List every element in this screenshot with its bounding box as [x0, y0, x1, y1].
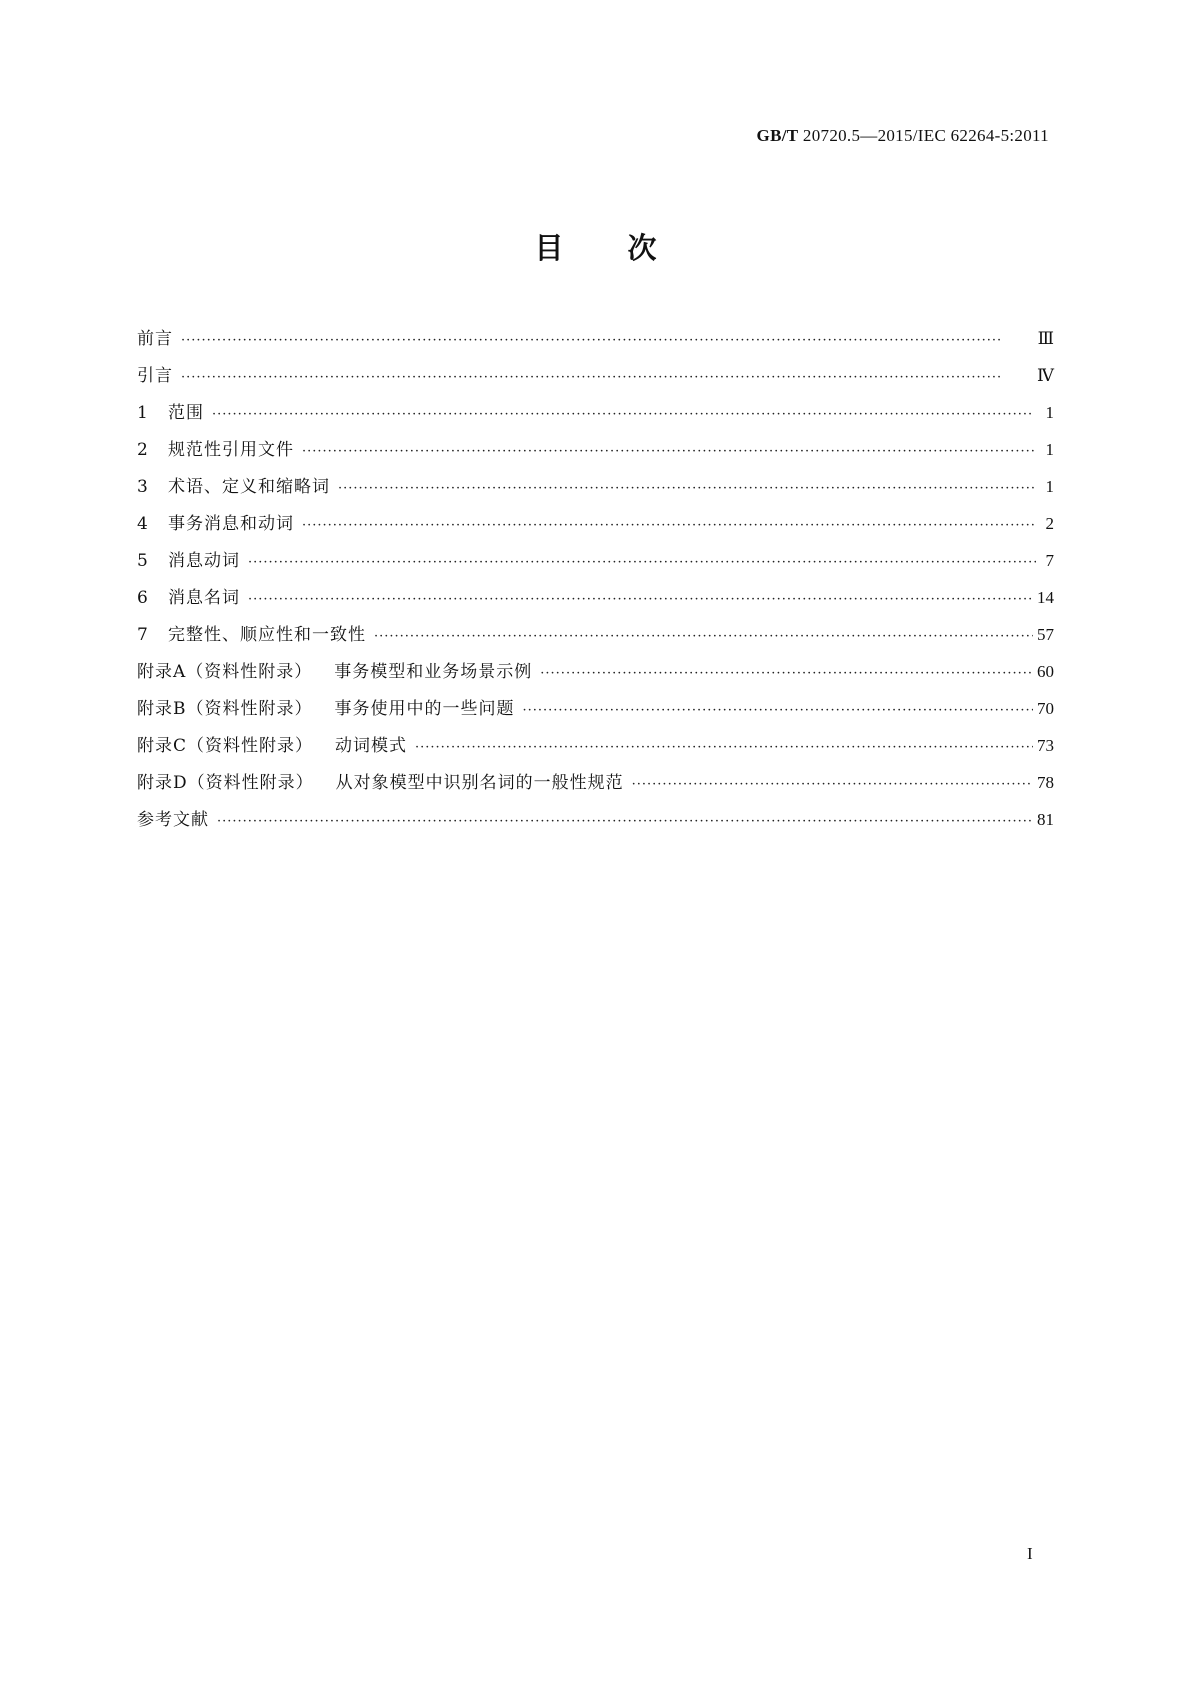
annex-label: 附录C（资料性附录）: [137, 736, 314, 756]
toc-dot-leader: [302, 444, 1036, 459]
toc-dot-leader: [212, 407, 1036, 422]
toc-entry-label: 完整性、顺应性和一致性: [168, 625, 366, 645]
toc-dot-leader: [248, 592, 1033, 607]
annex-label: 附录B（资料性附录）: [137, 699, 313, 719]
toc-section-number: 1: [137, 403, 148, 423]
toc-page-number: 57: [1037, 625, 1054, 644]
toc-entry-label: 参考文献: [137, 810, 209, 830]
toc-page-number: Ⅲ: [1037, 329, 1054, 348]
page-number: I: [1027, 1544, 1033, 1563]
standard-code-number: 20720.5—2015/IEC 62264-5:2011: [798, 126, 1049, 145]
toc-entry-label: 范围: [168, 403, 204, 423]
toc-entry-label: [137, 768, 624, 793]
toc-entry-scope[interactable]: [137, 398, 1054, 435]
toc-entry-bibliography[interactable]: [137, 805, 1054, 842]
toc-entry-annex-b[interactable]: [137, 694, 1054, 731]
toc-section-number: 5: [137, 551, 148, 571]
toc-page-number: 70: [1037, 699, 1054, 718]
toc-page-number: 1: [1045, 477, 1054, 496]
toc-dot-leader: [181, 333, 1034, 348]
toc-section-number: 3: [137, 477, 148, 497]
toc-page-number: 14: [1037, 588, 1054, 607]
toc-entry-message-nouns[interactable]: [137, 583, 1054, 620]
standard-code-header: [757, 126, 1049, 146]
toc-entry-completeness[interactable]: [137, 620, 1054, 657]
toc-dot-leader: [374, 629, 1033, 644]
toc-entry-message-verbs[interactable]: [137, 546, 1054, 583]
toc-entry-label: [137, 694, 515, 719]
toc-dot-leader: [302, 518, 1036, 533]
toc-page-number: 73: [1037, 736, 1054, 755]
toc-dot-leader: [181, 370, 1033, 385]
toc-page-number: 60: [1037, 662, 1054, 681]
toc-entry-label: 术语、定义和缩略词: [168, 477, 330, 497]
toc-entry-label: 事务消息和动词: [168, 514, 294, 534]
toc-page-number: 81: [1037, 810, 1054, 829]
annex-title: 从对象模型中识别名词的一般性规范: [335, 773, 624, 793]
annex-title: 事务模型和业务场景示例: [334, 662, 533, 682]
toc-section-number: 4: [137, 514, 148, 534]
annex-title: 事务使用中的一些问题: [334, 699, 515, 719]
toc-page-number: 2: [1045, 514, 1054, 533]
toc-entry-label: 消息动词: [168, 551, 240, 571]
toc-entry-annex-c[interactable]: [137, 731, 1054, 768]
annex-label: 附录D（资料性附录）: [137, 773, 314, 793]
toc-entry-label: [137, 731, 407, 756]
toc-dot-leader: [540, 666, 1033, 681]
toc-section-number: 2: [137, 440, 148, 460]
toc-entry-transaction-messages[interactable]: [137, 509, 1054, 546]
toc-section-number: 7: [137, 625, 148, 645]
toc-dot-leader: [338, 481, 1036, 496]
toc-section-number: 6: [137, 588, 148, 608]
toc-page-number: 7: [1045, 551, 1054, 570]
toc-list: [137, 324, 1054, 842]
toc-page-number: Ⅳ: [1037, 366, 1054, 385]
toc-entry-label: 消息名词: [168, 588, 240, 608]
toc-entry-annex-a[interactable]: [137, 657, 1054, 694]
toc-dot-leader: [523, 703, 1034, 718]
toc-entry-terms-definitions[interactable]: [137, 472, 1054, 509]
annex-label: 附录A（资料性附录）: [137, 662, 313, 682]
toc-page-number: 78: [1037, 773, 1054, 792]
toc-entry-introduction[interactable]: [137, 361, 1054, 398]
toc-entry-annex-d[interactable]: [137, 768, 1054, 805]
toc-dot-leader: [632, 777, 1033, 792]
toc-entry-label: 前言: [137, 329, 173, 349]
toc-dot-leader: [248, 555, 1036, 570]
toc-page-number: 1: [1045, 403, 1054, 422]
toc-entry-label: 引言: [137, 366, 173, 386]
toc-entry-label: [137, 657, 532, 682]
standard-code-prefix: GB/T: [756, 126, 799, 145]
toc-page-number: 1: [1045, 440, 1054, 459]
toc-entry-normative-references[interactable]: [137, 435, 1054, 472]
toc-entry-label: 规范性引用文件: [168, 440, 294, 460]
toc-title: 目次: [534, 231, 721, 265]
toc-dot-leader: [415, 740, 1033, 755]
toc-entry-foreword[interactable]: [137, 324, 1054, 361]
annex-title: 动词模式: [335, 736, 408, 756]
toc-dot-leader: [217, 814, 1033, 829]
